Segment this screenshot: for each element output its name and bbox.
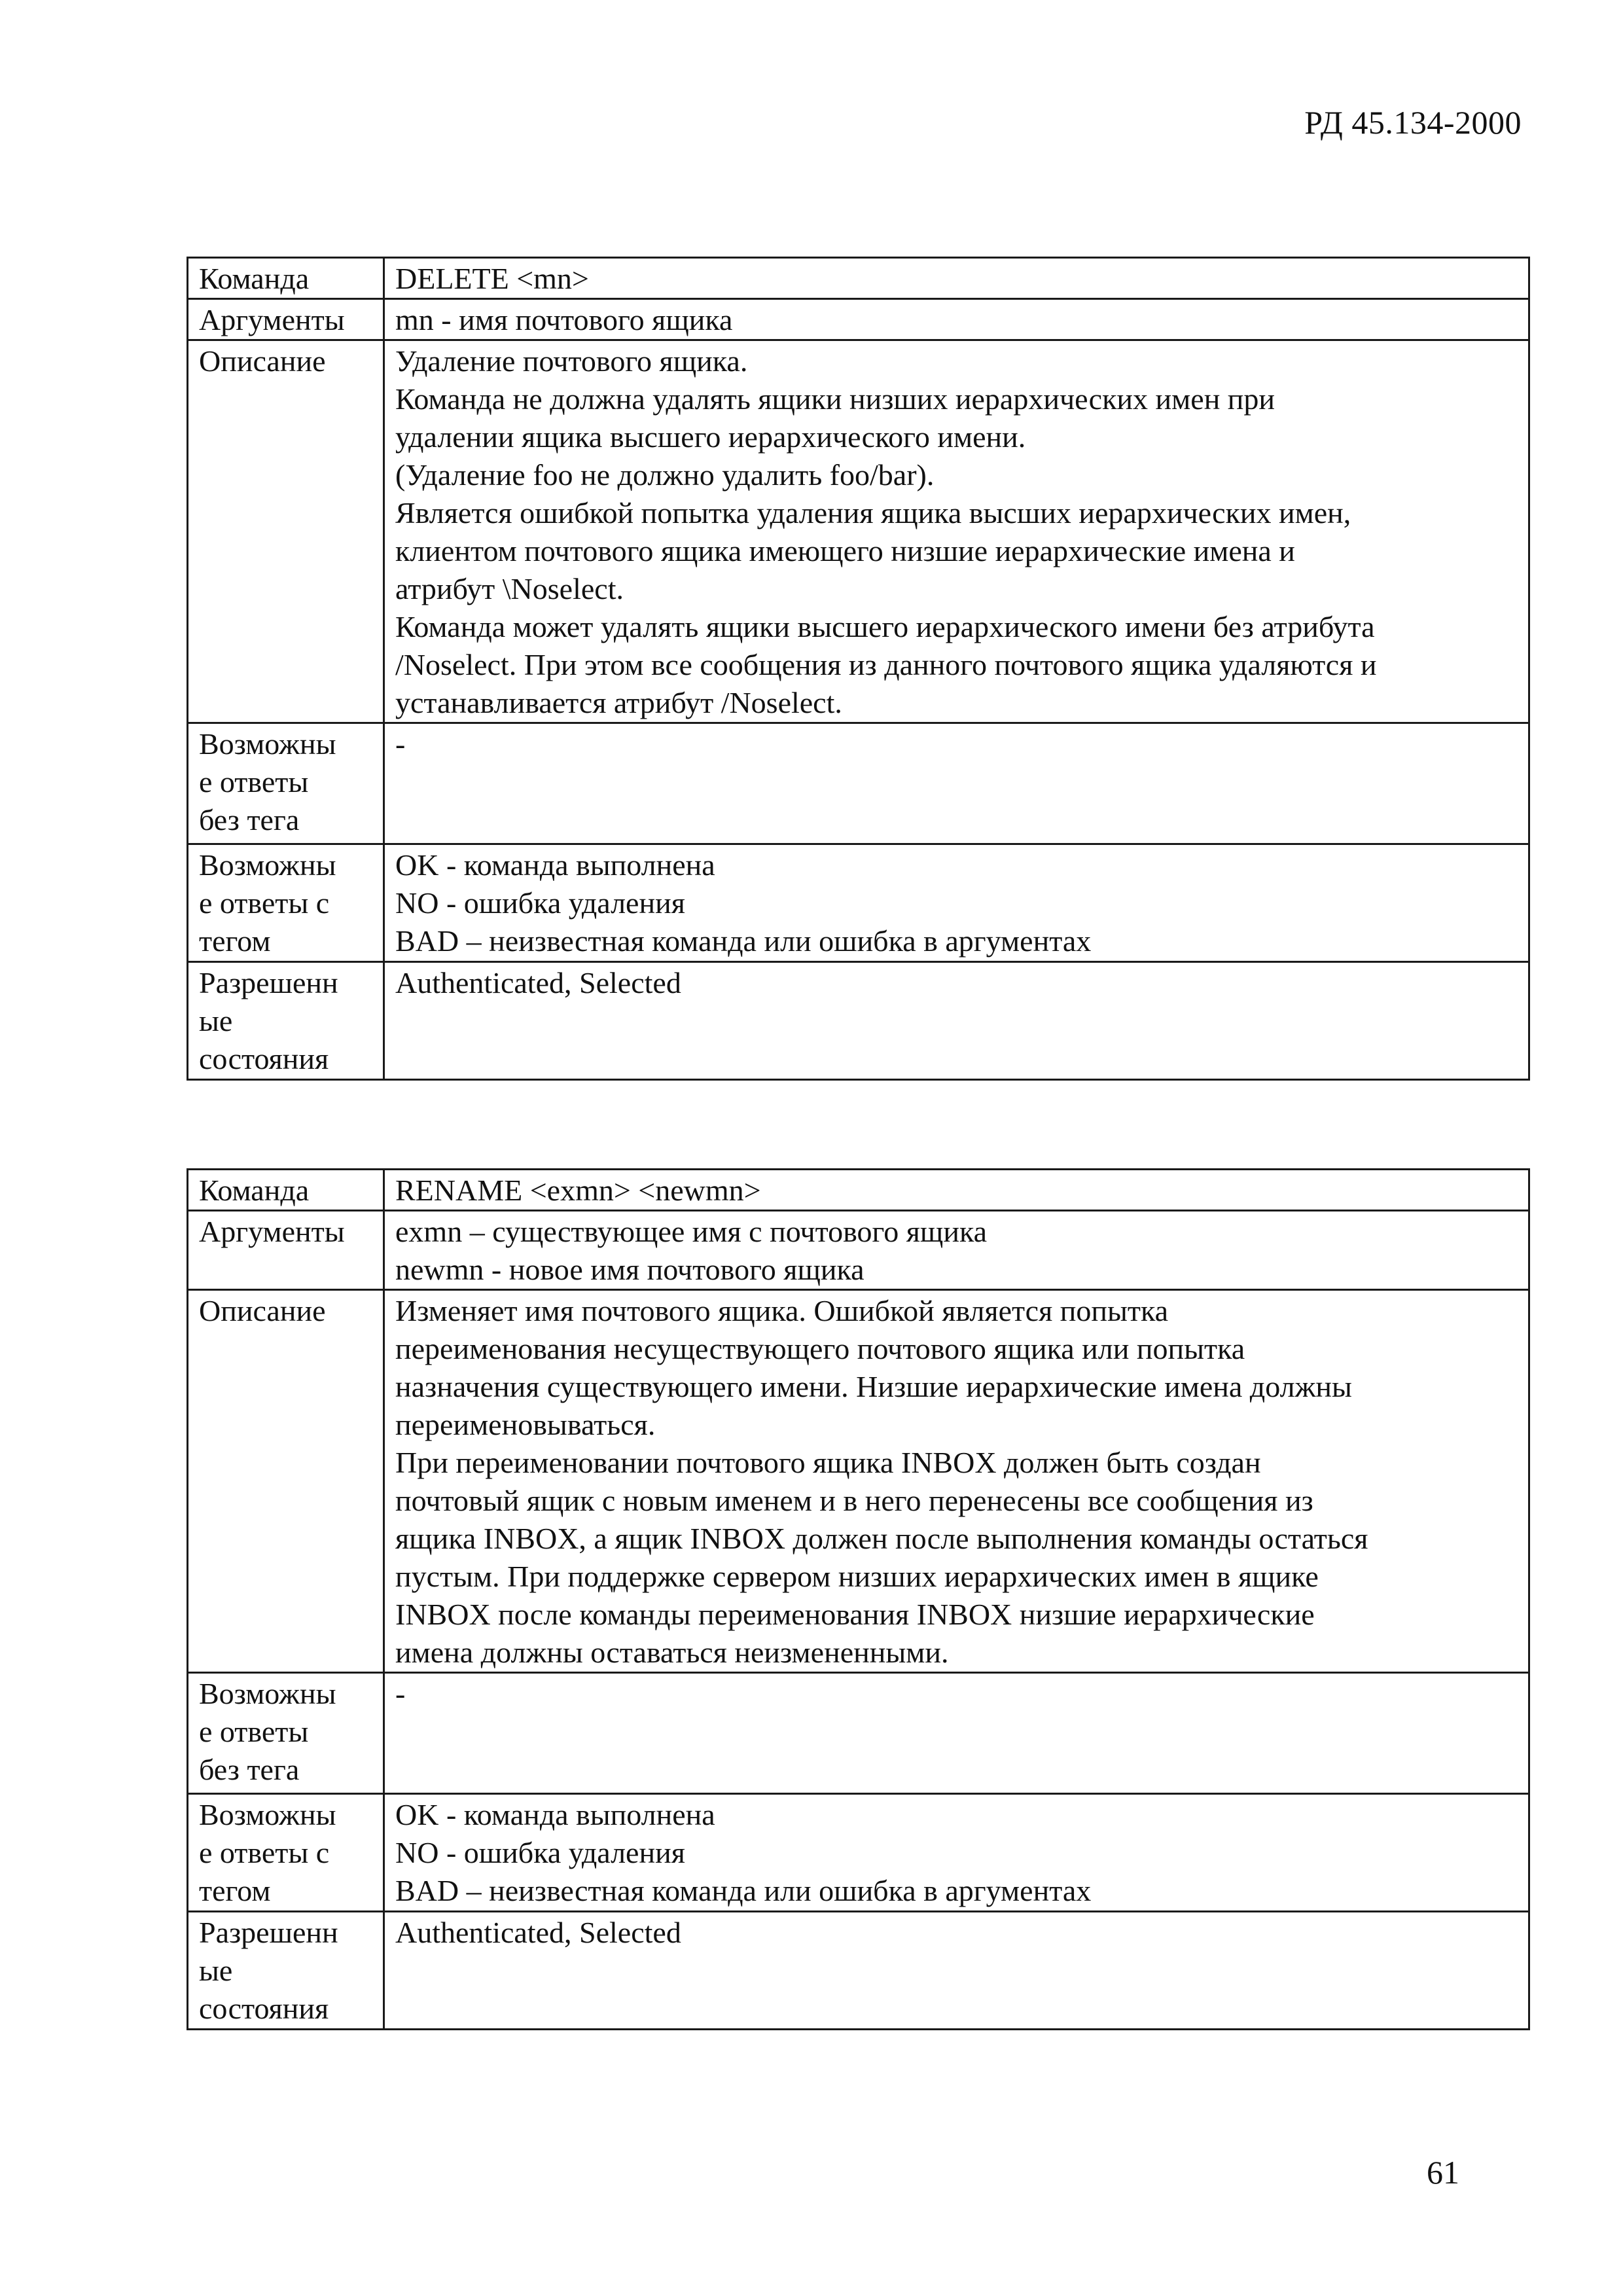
page-number: 61 [1427,2154,1459,2191]
value-line: переименовываться. [395,1408,656,1441]
value-line: Изменяет имя почтового ящика. Ошибкой является попытка [395,1294,1169,1327]
document-code: РД 45.134-2000 [1304,104,1522,141]
row-value [384,1170,1529,1211]
value-line: (Удаление foo не должно удалить foo/bar). [395,458,935,492]
row-label [188,340,384,723]
row-label [188,1170,384,1211]
label-line: без тега [199,1753,300,1786]
label-line: е ответы [199,765,309,798]
row-arguments [188,1211,1529,1290]
label-line: Аргументы [199,303,345,336]
value-line: При переименовании почтового ящика INBOX должен быть создан [395,1446,1261,1479]
value-line: атрибут \Noselect. [395,572,624,605]
row-description [188,1290,1529,1673]
label-line: Описание [199,1294,326,1327]
value-line: почтовый ящик с новым именем и в него перенесены все сообщения из [395,1484,1313,1517]
label-line: Команда [199,262,310,295]
row-value [384,962,1529,1080]
row-label [188,258,384,299]
label-line: состояния [199,1992,329,2025]
label-line: Возможны [199,1798,336,1831]
value-line: OK - команда выполнена [395,848,715,882]
value-line: назначения существующего имени. Низшие иерархические имена должны [395,1370,1352,1403]
value-line: mn - имя почтового ящика [395,303,733,336]
row-value [384,1211,1529,1290]
label-line: без тега [199,803,300,836]
value-line: OK - команда выполнена [395,1798,715,1831]
row-value [384,844,1529,962]
value-line: Команда не должна удалять ящики низших иерархических имен при [395,382,1275,416]
value-line: клиентом почтового ящика имеющего низшие иерархические имена и [395,534,1295,567]
rename-command-table [187,1168,1530,2030]
label-line: е ответы [199,1715,309,1748]
value-line: NO - ошибка удаления [395,1836,685,1869]
row-value [384,1290,1529,1673]
value-line: устанавливается атрибут /Noselect. [395,686,842,719]
label-line: ые [199,1004,233,1037]
row-value [384,1794,1529,1912]
row-value [384,299,1529,340]
label-line: Разрешенн [199,966,338,999]
value-line: Команда может удалять ящики высшего иерархического имени без атрибута [395,610,1375,643]
row-tagged-responses [188,1794,1529,1912]
value-line: ящика INBOX, а ящик INBOX должен после выполнения команды остаться [395,1522,1368,1555]
row-arguments [188,299,1529,340]
row-allowed-states [188,962,1529,1080]
row-label [188,1673,384,1794]
value-line: пустым. При поддержке сервером низших иерархических имен в ящике [395,1560,1319,1593]
value-line: Authenticated, Selected [395,966,681,999]
label-line: Описание [199,344,326,378]
label-line: Разрешенн [199,1916,338,1949]
row-value [384,723,1529,844]
row-command [188,1170,1529,1211]
value-line: exmn – существующее имя с почтового ящика [395,1215,988,1248]
value-line: - [395,1677,406,1710]
row-untagged-responses [188,1673,1529,1794]
value-line: Является ошибкой попытка удаления ящика высших иерархических имен, [395,496,1351,529]
row-description [188,340,1529,723]
value-line: INBOX после команды переименования INBOX низшие иерархические [395,1598,1315,1631]
label-line: тегом [199,924,271,958]
row-value [384,258,1529,299]
value-line: NO - ошибка удаления [395,886,685,920]
value-line: Удаление почтового ящика. [395,344,748,378]
value-line: Authenticated, Selected [395,1916,681,1949]
label-line: тегом [199,1874,271,1907]
row-label [188,1912,384,2030]
row-allowed-states [188,1912,1529,2030]
label-line: Возможны [199,727,336,761]
value-line: удалении ящика высшего иерархического имени. [395,420,1026,454]
label-line: Возможны [199,848,336,882]
delete-command-table [187,257,1530,1081]
row-label [188,962,384,1080]
label-line: ые [199,1954,233,1987]
label-line: состояния [199,1042,329,1075]
row-label [188,1794,384,1912]
row-command [188,258,1529,299]
value-line: BAD – неизвестная команда или ошибка в аргументах [395,924,1092,958]
label-line: е ответы с [199,1836,330,1869]
value-line: - [395,727,406,761]
label-line: Аргументы [199,1215,345,1248]
row-label [188,723,384,844]
label-line: е ответы с [199,886,330,920]
row-label [188,1211,384,1290]
row-label [188,844,384,962]
value-line: переименования несуществующего почтового ящика или попытка [395,1332,1245,1365]
value-line: newmn - новое имя почтового ящика [395,1253,865,1286]
label-line: Команда [199,1174,310,1207]
label-line: Возможны [199,1677,336,1710]
row-value [384,1673,1529,1794]
value-line: имена должны оставаться неизмененными. [395,1636,949,1669]
value-line: RENAME <exmn> <newmn> [395,1174,761,1207]
value-line: BAD – неизвестная команда или ошибка в аргументах [395,1874,1092,1907]
value-line: /Noselect. При этом все сообщения из данного почтового ящика удаляются и [395,648,1377,681]
row-label [188,299,384,340]
row-value [384,340,1529,723]
row-value [384,1912,1529,2030]
row-untagged-responses [188,723,1529,844]
row-tagged-responses [188,844,1529,962]
value-line: DELETE <mn> [395,262,589,295]
row-label [188,1290,384,1673]
